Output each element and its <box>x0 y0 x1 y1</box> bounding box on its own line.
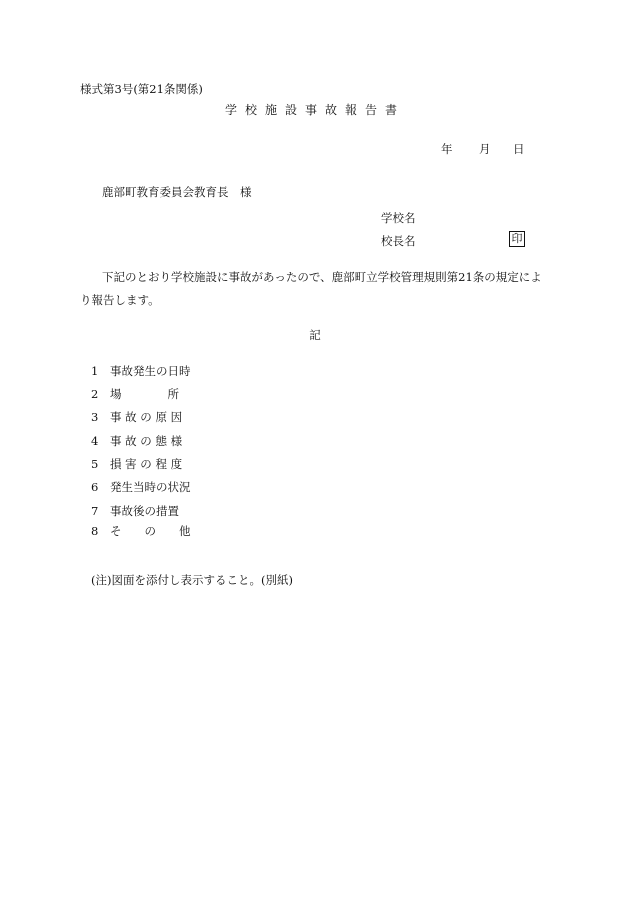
item-number: 3 <box>91 410 99 424</box>
list-item <box>91 386 179 402</box>
list-item <box>91 479 191 495</box>
item-number: 7 <box>91 504 99 518</box>
item-label: 事 故 の 原 因 <box>110 410 183 424</box>
item-number: 4 <box>91 434 99 448</box>
item-label: 事 故 の 態 様 <box>110 434 183 448</box>
list-item <box>91 433 182 449</box>
addressee: 鹿部町教育委員会教育長 様 <box>102 185 252 199</box>
item-number: 2 <box>91 387 99 401</box>
school-name-label: 学校名 <box>381 211 416 225</box>
list-item <box>91 523 191 539</box>
item-label: そ の 他 <box>110 524 191 538</box>
ki-heading: 記 <box>309 328 321 342</box>
body-paragraph: 下記のとおり学校施設に事故があったので、鹿部町立学校管理規則第21条の規定により報告します。 <box>80 270 542 307</box>
item-label: 損 害 の 程 度 <box>110 457 183 471</box>
item-label: 事故発生の日時 <box>110 364 191 378</box>
list-item <box>91 503 179 519</box>
list-item <box>91 363 191 379</box>
item-label: 事故後の措置 <box>110 504 179 518</box>
document-title: 学校施設事故報告書 <box>224 103 405 117</box>
item-number: 8 <box>91 524 99 538</box>
date-year: 年 <box>441 142 453 156</box>
item-label: 発生当時の状況 <box>110 480 191 494</box>
date-day: 日 <box>513 142 525 156</box>
list-item <box>91 409 182 425</box>
date-month: 月 <box>479 142 491 156</box>
item-number: 5 <box>91 457 99 471</box>
item-number: 6 <box>91 480 99 494</box>
seal-mark: 印 <box>509 231 525 247</box>
item-label: 場 所 <box>110 387 179 401</box>
form-number: 様式第3号(第21条関係) <box>80 82 203 96</box>
item-number: 1 <box>91 364 99 378</box>
principal-name-label: 校長名 <box>381 234 416 248</box>
list-item <box>91 456 182 472</box>
note: (注)図面を添付し表示すること。(別紙) <box>91 573 293 587</box>
